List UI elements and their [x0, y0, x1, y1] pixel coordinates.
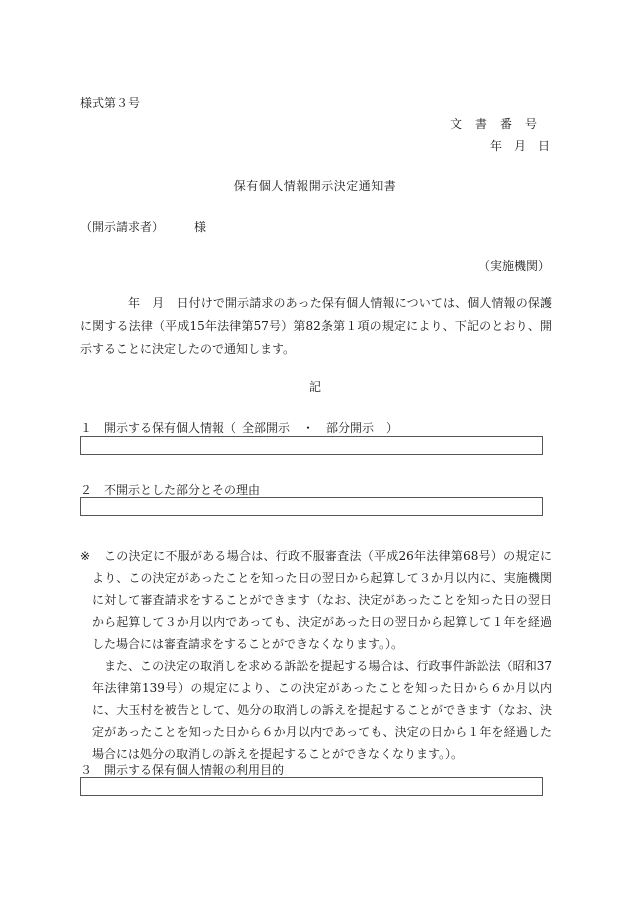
requester-line — [80, 221, 206, 233]
note-mark: ※ — [80, 549, 91, 563]
section-3-heading: ３ 開示する保有個人情報の利用目的 — [80, 763, 285, 777]
section-3-field[interactable] — [80, 777, 543, 796]
notice-paragraph-1: この決定に不服がある場合は、行政不服審査法（平成26年法律第68号）の規定により、この決定があったことを知った日の翌日から起算して３か月以内に、実施機関に対して審査請求をすることができます（なお、決定があったことを知った日の翌日から起算して３か月以内であっても、決定があった日の翌日から起算して１年を経過した場合には審査請求をすることができなくなります。）。 — [92, 549, 552, 651]
requester-label: （開示請求者） — [80, 220, 165, 234]
body-text: 年 月 日付けで開示請求のあった保有個人情報については、個人情報の保護に関する法律（平成15年法律第57号）第82条第１項の規定により、下記のとおり、開示することに決定したので通知します。 — [80, 296, 552, 356]
notice-block — [80, 545, 552, 765]
honorific: 様 — [194, 220, 207, 234]
date-label: 年 月 日 — [489, 139, 550, 153]
section-1-heading — [80, 422, 398, 434]
section-1-label: １ 開示する保有個人情報（ — [80, 421, 237, 435]
agency-label: （実施機関） — [477, 259, 550, 273]
ki-heading: 記 — [308, 380, 321, 394]
section-1-field[interactable] — [80, 436, 543, 455]
form-number: 様式第３号 — [80, 96, 141, 110]
disclosure-options: 全部開示 ・ 部分開示 ） — [242, 421, 399, 435]
section-2-heading: ２ 不開示とした部分とその理由 — [80, 483, 261, 497]
page-title: 保有個人情報開示決定通知書 — [233, 179, 397, 193]
body-paragraph — [80, 292, 552, 361]
notice-paragraph-2: また、この決定の取消しを求める訴訟を提起する場合は、行政事件訴訟法（昭和37年法律第139号）の規定により、この決定があったことを知った日から６か月以内に、大玉村を被告として、処分の取消しの訴えを提起することができます（なお、決定があったことを知った日から６か月以内であっても、決定の日から１年を経過した場合には処分の取消しの訴えを提起することができなくなります。）。 — [92, 659, 552, 761]
document-number-label: 文書番号 — [449, 117, 550, 131]
section-2-field[interactable] — [80, 497, 543, 516]
